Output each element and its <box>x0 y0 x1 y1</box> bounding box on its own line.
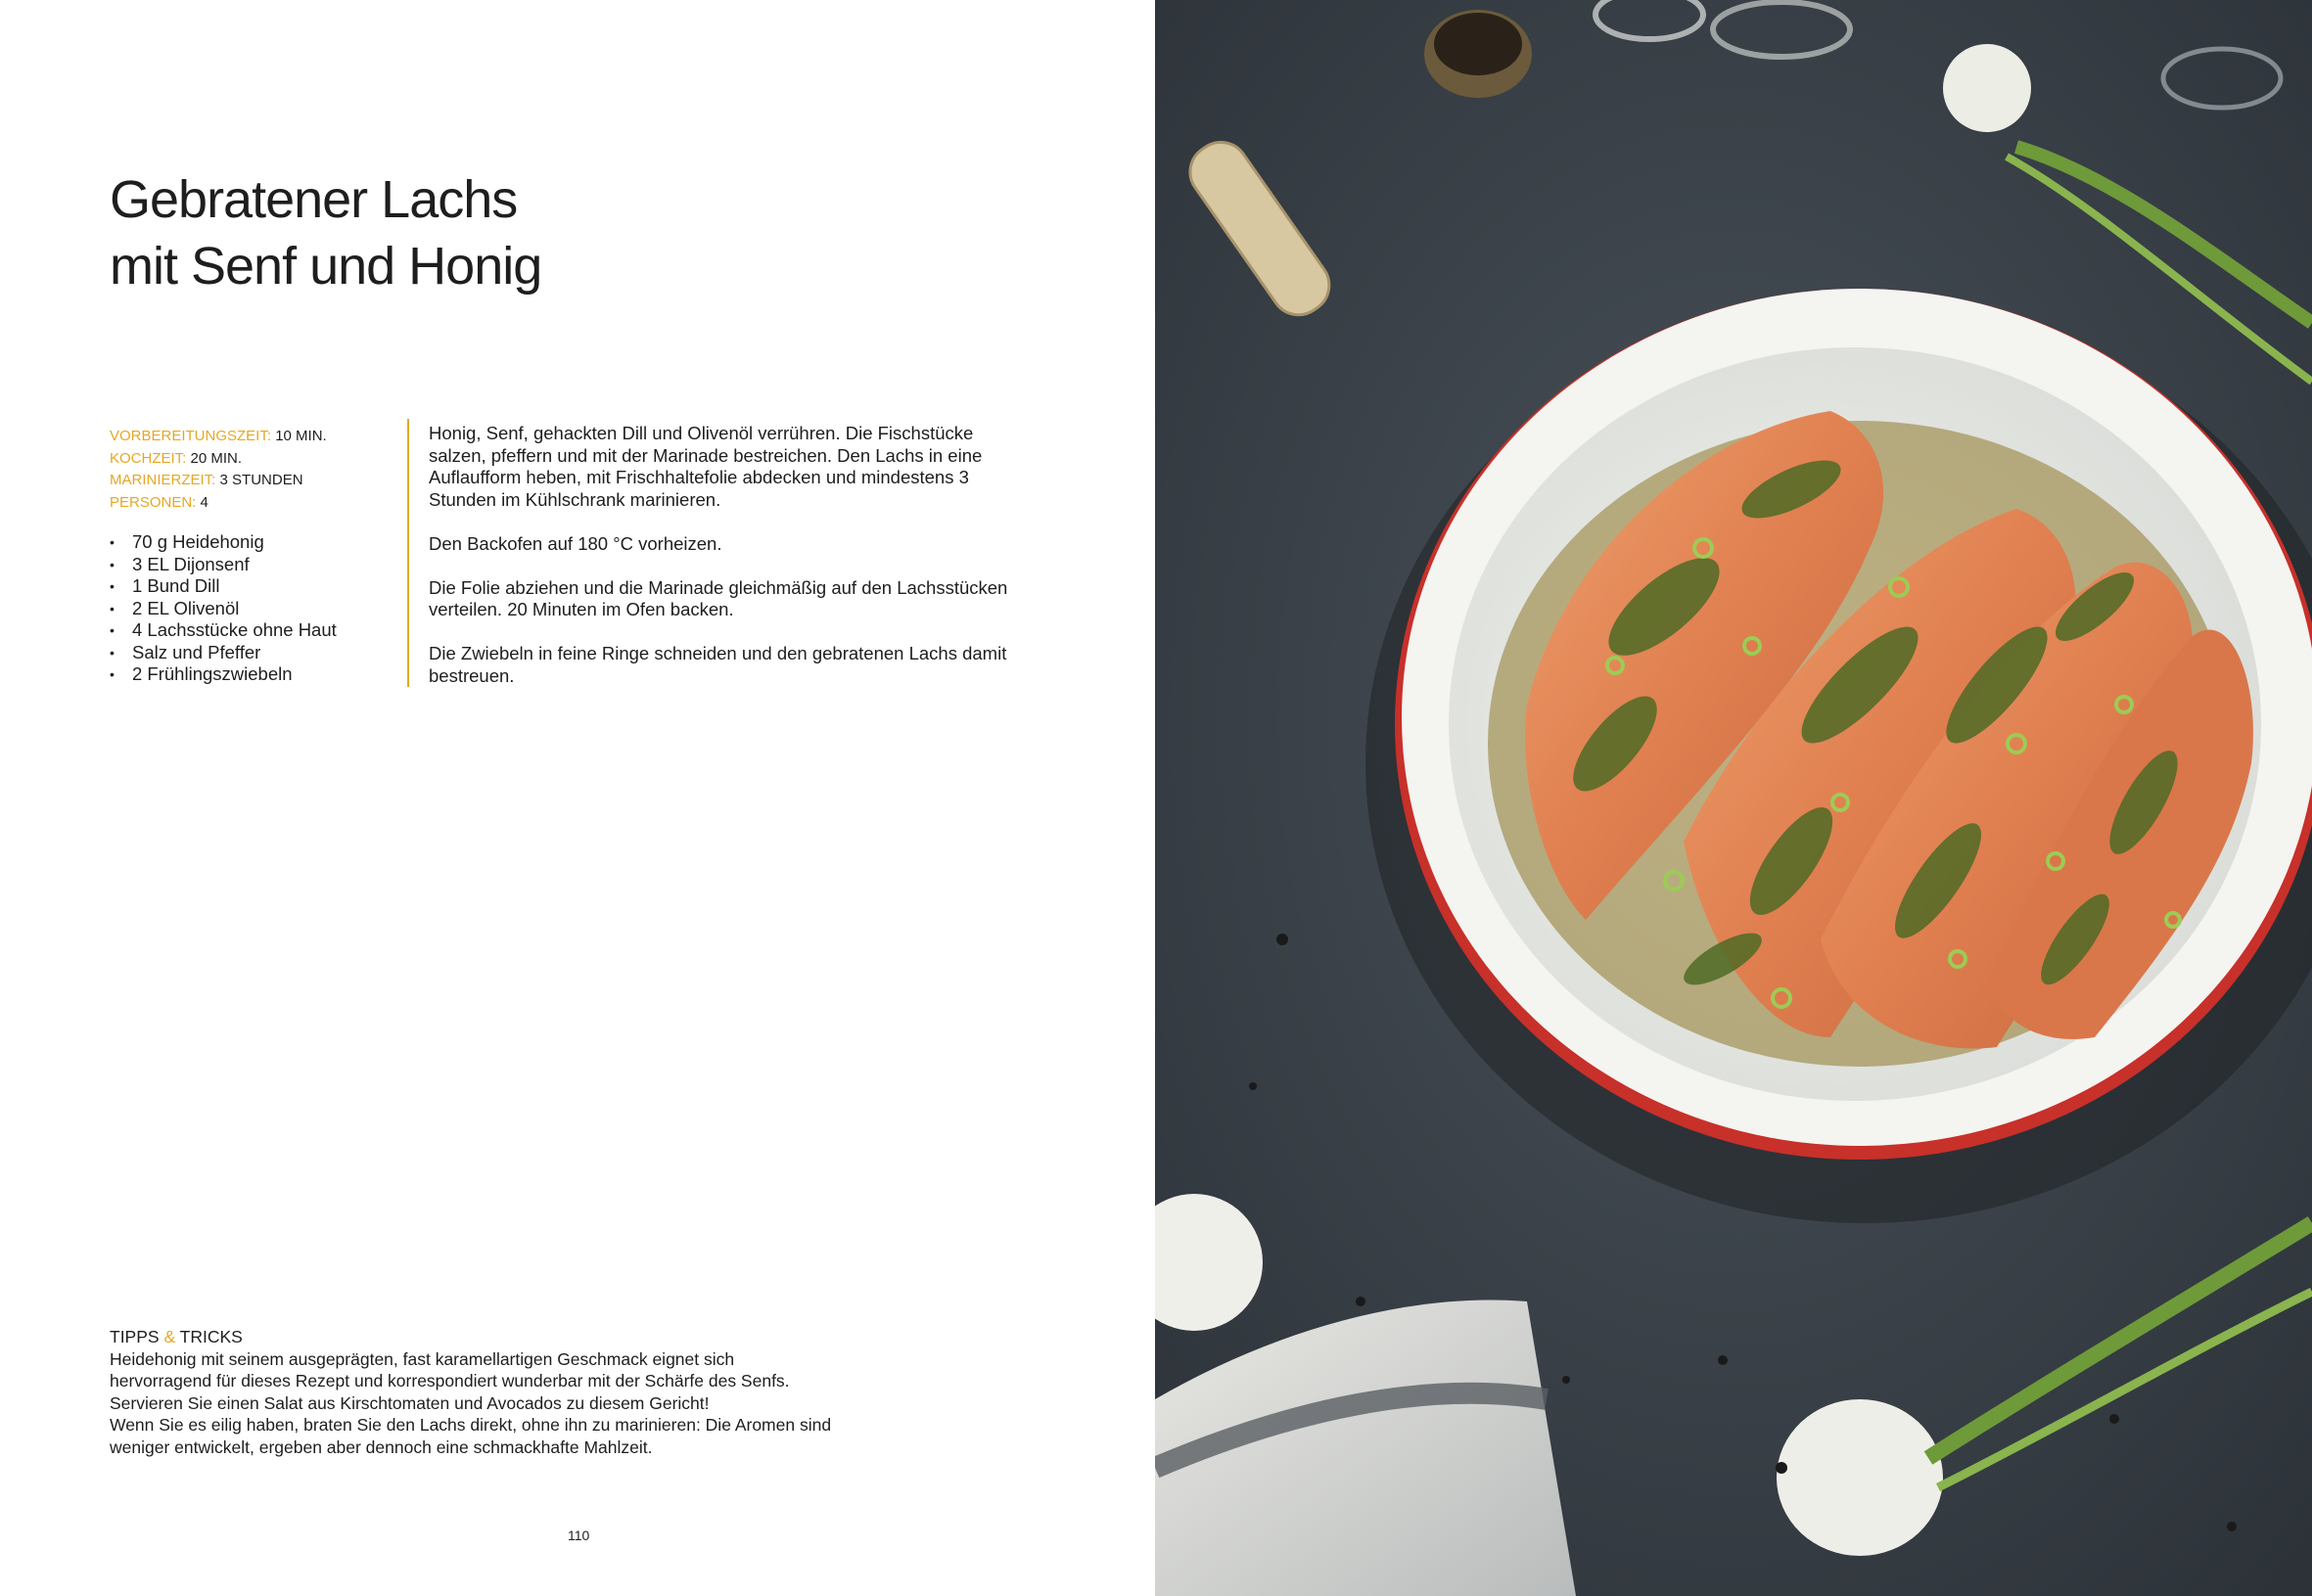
recipe-meta <box>110 426 327 514</box>
title-line-2: mit Senf und Honig <box>110 237 542 296</box>
tips-heading-amp: & <box>163 1327 176 1346</box>
left-page <box>0 0 1155 1596</box>
page-number: 110 <box>568 1528 590 1543</box>
ingredient-item: • 4 Lachsstücke ohne Haut <box>110 619 337 642</box>
meta-marinate-time <box>110 470 327 492</box>
step-paragraph: Den Backofen auf 180 °C vorheizen. <box>429 532 722 554</box>
tips-heading <box>110 1326 834 1348</box>
onion-top <box>1943 44 2031 132</box>
meta-label: KOCHZEIT: <box>110 449 187 467</box>
meta-value: 3 STUNDEN <box>219 472 303 488</box>
step-paragraph: Die Folie abziehen und die Marinade gleichmäßig auf den Lachsstücken verteilen. 20 Minuten im Ofen backen. <box>429 576 1008 619</box>
meta-value: 20 MIN. <box>190 449 243 467</box>
ingredient-list <box>110 531 337 686</box>
tips-heading-pre: TIPPS <box>110 1327 164 1346</box>
step-paragraph: Die Zwiebeln in feine Ringe schneiden und den gebratenen Lachs damit bestreuen. <box>429 643 1007 686</box>
preparation-steps <box>429 423 1016 709</box>
onion-bottom-right <box>1777 1399 1943 1556</box>
meta-prep-time <box>110 426 327 448</box>
ingredient-item: • 2 EL Olivenöl <box>110 598 337 620</box>
step-paragraph: Honig, Senf, gehackten Dill und Olivenöl verrühren. Die Fischstücke salzen, pfeffern und mit der Marinade bestreichen. Den Lachs in eine Auflaufform heben, mit Frischhaltefolie abdecken und mindestens 3 Stunden im Kühlschrank marinieren. <box>429 423 983 510</box>
column-divider <box>407 419 409 687</box>
meta-label: VORBEREITUNGSZEIT: <box>110 428 272 444</box>
meta-value: 10 MIN. <box>275 428 327 444</box>
recipe-title <box>110 166 541 299</box>
ingredient-item: • 1 Bund Dill <box>110 575 337 598</box>
meta-value: 4 <box>200 493 208 511</box>
tips-heading-post: TRICKS <box>175 1327 243 1346</box>
title-line-1: Gebratener Lachs <box>110 170 518 229</box>
ingredient-item: • 3 EL Dijonsenf <box>110 554 337 576</box>
meta-label: MARINIERZEIT: <box>110 472 216 488</box>
meta-cook-time <box>110 448 327 471</box>
tips-paragraph: Wenn Sie es eilig haben, braten Sie den Lachs direkt, ohne ihn zu marinieren: Die Aromen sind weniger entwickelt, ergeben aber dennoch eine schmackhafte Mahlzeit. <box>110 1415 832 1457</box>
meta-servings <box>110 492 327 515</box>
salmon-photo <box>1155 0 2312 1596</box>
salmon-dish-illustration <box>1155 0 2312 1596</box>
meta-label: PERSONEN: <box>110 493 197 511</box>
ingredient-item: • 2 Frühlingszwiebeln <box>110 663 337 686</box>
tips-paragraph: Heidehonig mit seinem ausgeprägten, fast karamellartigen Geschmack eignet sich hervorragend für dieses Rezept und korrespondiert wunderbar mit der Schärfe des Senfs. Servieren Sie einen Salat aus Kirschtomaten und Avocados zu diesem Gericht! <box>110 1348 790 1413</box>
ingredient-item: • 70 g Heidehonig <box>110 531 337 554</box>
ingredient-item: • Salz und Pfeffer <box>110 642 337 664</box>
tips-and-tricks <box>110 1326 834 1458</box>
